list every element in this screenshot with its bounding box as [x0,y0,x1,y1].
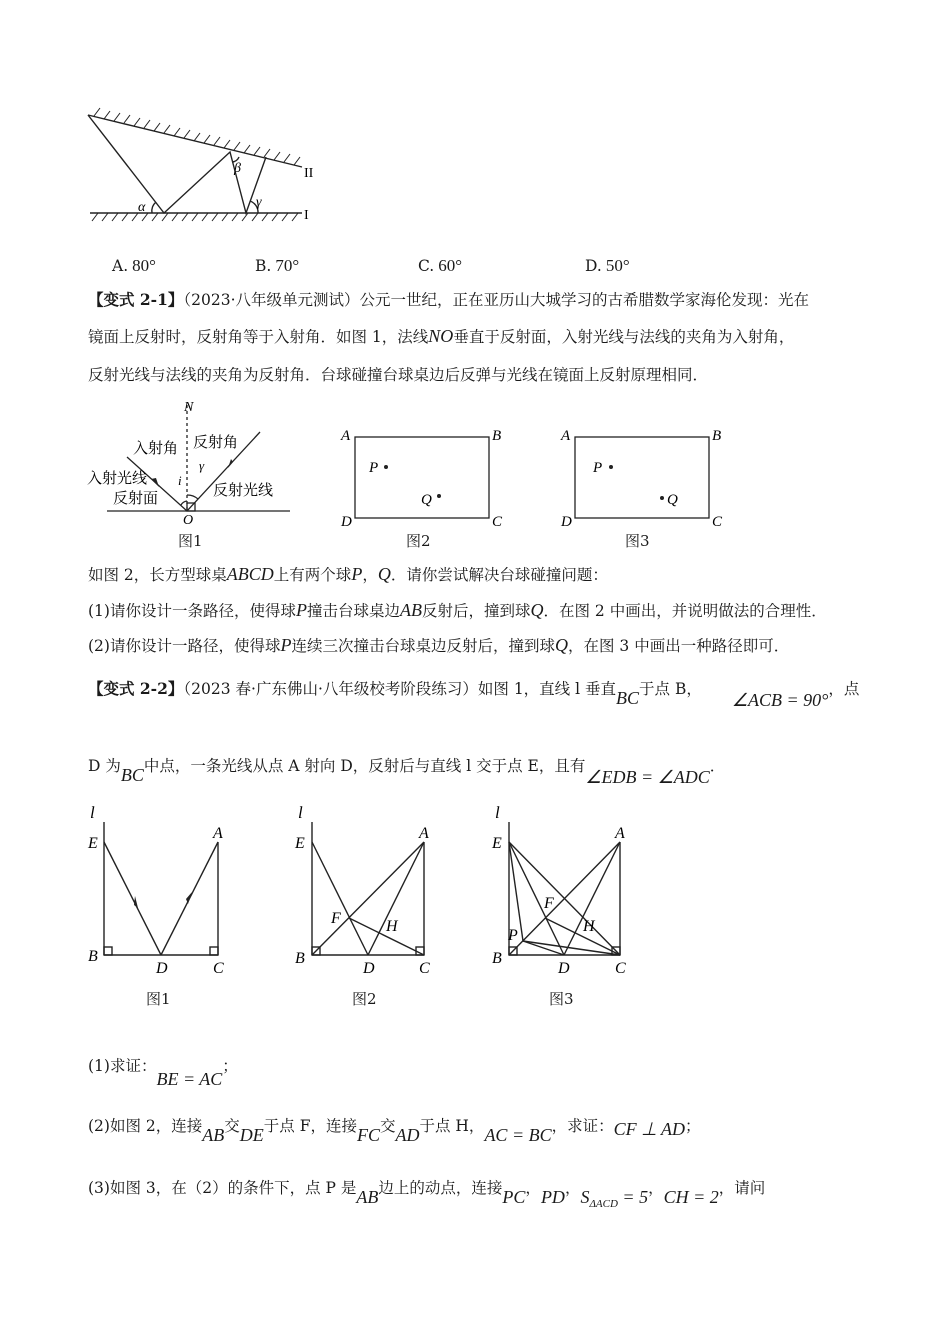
fig1-reflect-surface-text: 反射面 [113,491,159,507]
text-segment: 镜面上反射时，反射角等于入射角．如图 1，法线 [88,328,429,346]
segment-de [104,842,161,955]
variant-2-2-line2 [88,750,726,787]
part-1 [88,1050,238,1089]
alpha-label: α [138,200,146,215]
fig2-label-e: E [295,835,305,852]
fig2-label-b: B [295,950,305,967]
mirror-figure [80,105,330,235]
incident-arrow [151,478,159,487]
text-segment: (1)求证： [88,1057,157,1075]
ball-p [384,465,388,469]
fig3-caption: 图3 [625,532,650,550]
fig1-incident-ray-text: 入射光线 [87,471,148,487]
fig1-incident-angle-text: 入射角 [133,441,179,457]
text-segment: (3)如图 3，在（2）的条件下，点 P 是 [88,1179,357,1197]
text-segment: 撞击台球桌边 [306,602,400,620]
var-bc: BC [120,765,144,785]
text-segment: ，点 [828,680,860,698]
option-c-value: 60° [438,256,463,275]
fig3-label-a: A [561,428,571,444]
fig2-label-a: A [419,825,429,842]
text-segment: ， [648,1179,664,1197]
fig2-label-p: P [369,460,379,476]
geometry-figure-3 [482,800,652,980]
text-segment: (2)如图 2，连接 [88,1117,203,1135]
fig3-label-q: Q [667,492,678,508]
option-d[interactable] [585,256,630,276]
variant-2-2-source: （2023 春·广东佛山·八年级校考阶段练习） [183,680,478,698]
fig1-label-l: l [90,803,95,822]
question-1 [88,599,827,622]
var-ad: AD [395,1125,420,1145]
arrow-de [134,896,138,908]
billiard-figure-2 [335,422,510,532]
text-segment: 于点 H， [419,1117,485,1135]
option-c-letter: C. [418,257,435,275]
segment-ab [312,842,424,955]
var-abcd: ABCD [226,564,274,584]
beta-label: β [234,161,241,176]
fig3-label-h: H [583,918,595,935]
fig3-label-a: A [615,825,625,842]
fig2-label-a: A [341,428,351,444]
var-pd: PD [540,1187,565,1207]
ball-p-3 [609,465,613,469]
ball-q-3 [660,496,664,500]
var-q: Q [554,635,568,655]
eq-be-ac: BE = AC [156,1069,223,1089]
text-segment: 如图 2，长方型球桌 [88,566,227,584]
var-ab: AB [356,1187,379,1207]
question-intro [88,563,608,586]
fig2-label-b: B [492,428,502,444]
text-segment: ．在图 2 中画出，并说明做法的合理性． [543,602,827,620]
option-b-letter: B. [255,257,272,275]
var-s: S [580,1187,590,1207]
fig3-label-d: D [558,960,570,977]
fig1-label-a: A [213,825,223,842]
text-segment: ； [684,1117,701,1135]
text-segment: ，求证： [551,1117,614,1135]
eq-angle-acb: ∠ACB = 90° [731,690,829,710]
fig3-label-c: C [712,514,723,530]
var-p: P [280,635,292,655]
var-ab: AB [399,600,422,620]
fig1-label-n: N [184,400,194,415]
text-segment: 垂直于反射面，入射光线与法线的夹角为入射角， [453,328,795,346]
text-segment: ，请问 [718,1179,766,1197]
option-a-value: 80° [132,256,156,275]
eq-ch: CH = 2 [663,1187,719,1207]
option-c[interactable] [418,256,462,276]
text-segment: ； [222,1057,238,1075]
mirror-ii-line [88,115,302,167]
fig3-label-b: B [712,428,722,444]
geometry-figure-2 [285,800,455,980]
text-segment: 中点，一条光线从点 A 射向 D，反射后与直线 l 交于点 E，且有 [143,757,586,775]
fig3-label-d: D [561,514,572,530]
text-segment: 上有两个球 [273,566,352,584]
fig1-label-e: E [88,835,98,852]
text-segment: D 为 [88,757,121,775]
alpha-arc [152,202,156,213]
fig2-label-d: D [341,514,352,530]
fig3-label-b: B [492,950,502,967]
part-3 [88,1172,765,1209]
billiard-figure-3 [555,422,730,532]
eq-cf-perp-ad: CF ⊥ AD [613,1119,685,1139]
mirror-ii-label: II [304,166,314,181]
variant-2-1-line1-text: 公元一世纪，正在亚历山大城学习的古希腊数学家海伦发现：光在 [359,291,810,309]
text-segment: (2)请你设计一路径，使得球 [88,637,281,655]
fig1-label-b: B [88,948,98,965]
reflection-figure-1 [85,395,300,525]
fig1-caption: 图1 [178,532,203,550]
fig1-label-o: O [183,513,194,525]
area-subscript: ΔACD [589,1198,618,1211]
fig2-label-d: D [363,960,375,977]
var-bc: BC [616,688,640,708]
fig2-label-h: H [386,918,398,935]
fig1-label-gamma: γ [199,458,205,473]
segment-ad [564,842,620,955]
fig2-label-c: C [419,960,430,977]
var-fc: FC [356,1125,380,1145]
fig2-label-f: F [331,910,341,927]
eq-angle-edb: ∠EDB = ∠ADC [585,767,710,787]
geometry-figure-1 [80,800,250,980]
fig3-label-p: P [593,460,603,476]
fig2-caption-2-2: 图2 [352,990,377,1008]
fig3-caption-2-2: 图3 [549,990,574,1008]
var-q: Q [377,564,391,584]
var-q: Q [530,600,544,620]
var-pc: PC [502,1187,526,1207]
option-a[interactable] [112,256,156,276]
fig3-label-f: F [544,895,554,912]
segment-ad [368,842,424,955]
gamma-label: γ [256,195,262,210]
right-angle-b [104,947,112,955]
fig1-label-i: i [178,473,182,488]
eq-ac-bc: AC = BC [484,1125,552,1145]
r-arc [187,495,198,499]
reflected-arrow [228,459,233,468]
i-arc [181,501,187,505]
area-value: = 5 [617,1187,649,1207]
var-no: NO [428,326,454,346]
text-segment: (1)请你设计一条路径，使得球 [88,602,296,620]
variant-2-2-tag: 【变式 2-2】 [88,679,184,698]
text-segment: 反射后，撞到球 [421,602,531,620]
var-de: DE [239,1125,264,1145]
fig1-reflect-angle-text: 反射角 [193,435,239,451]
option-d-value: 50° [605,256,630,275]
fig2-label-l: l [298,803,303,822]
option-b-value: 70° [275,256,300,275]
fig2-caption: 图2 [406,532,431,550]
mirror-i-label: I [304,208,309,223]
question-2 [88,634,789,657]
fig1-caption-2-2: 图1 [146,990,171,1008]
mirror-i-hatch [92,213,298,221]
segment-de [312,842,368,955]
var-p: P [295,600,307,620]
text-segment: ， [564,1179,581,1197]
fig3-label-e: E [492,835,502,852]
text-segment: 交 [224,1117,240,1135]
text-segment: 连续三次撞击台球桌边反射后，撞到球 [291,637,555,655]
text-segment: ，在图 3 中画出一种路径即可． [567,637,790,655]
ball-q [437,494,441,498]
variant-2-1-tag: 【变式 2-1】 [88,290,184,309]
fig1-label-c: C [213,960,224,977]
fig2-label-c: C [492,514,503,530]
fig1-reflect-ray-text: 反射光线 [213,483,274,499]
text-segment: 于点 F，连接 [263,1117,357,1135]
fig3-label-p: P [508,927,518,944]
option-d-letter: D. [585,257,602,275]
text-segment: ．请你尝试解决台球碰撞问题： [390,566,608,584]
fig3-label-l: l [495,803,500,822]
fig1-label-d: D [156,960,168,977]
var-ab: AB [202,1125,225,1145]
text-segment: ， [525,1179,541,1197]
variant-2-1-source: （2023·八年级单元测试） [183,291,360,309]
var-p: P [351,564,363,584]
fig3-label-c: C [615,960,626,977]
table-rect-3 [575,437,709,518]
option-b[interactable] [255,256,299,276]
variant-2-2-line1 [88,673,860,710]
option-a-letter: A. [112,257,129,275]
text-segment: 交 [379,1117,396,1135]
right-angle-c [210,947,218,955]
text-segment: ． [709,757,726,775]
text-segment: 如图 1，直线 l 垂直 [477,680,616,698]
text-segment: 于点 B， [639,680,702,698]
area-expression [580,1187,649,1211]
fig2-label-q: Q [421,492,432,508]
variant-2-1-line2 [88,325,794,348]
mirror-ii-hatch [94,108,300,165]
variant-2-1-line1 [88,289,809,311]
variant-2-1-line3: 反射光线与法线的夹角为反射角．台球碰撞台球桌边后反弹与光线在镜面上反射原理相同． [88,366,709,384]
text-segment: 边上的动点，连接 [378,1179,503,1197]
part-2 [88,1110,701,1145]
text-segment: ， [362,566,378,584]
